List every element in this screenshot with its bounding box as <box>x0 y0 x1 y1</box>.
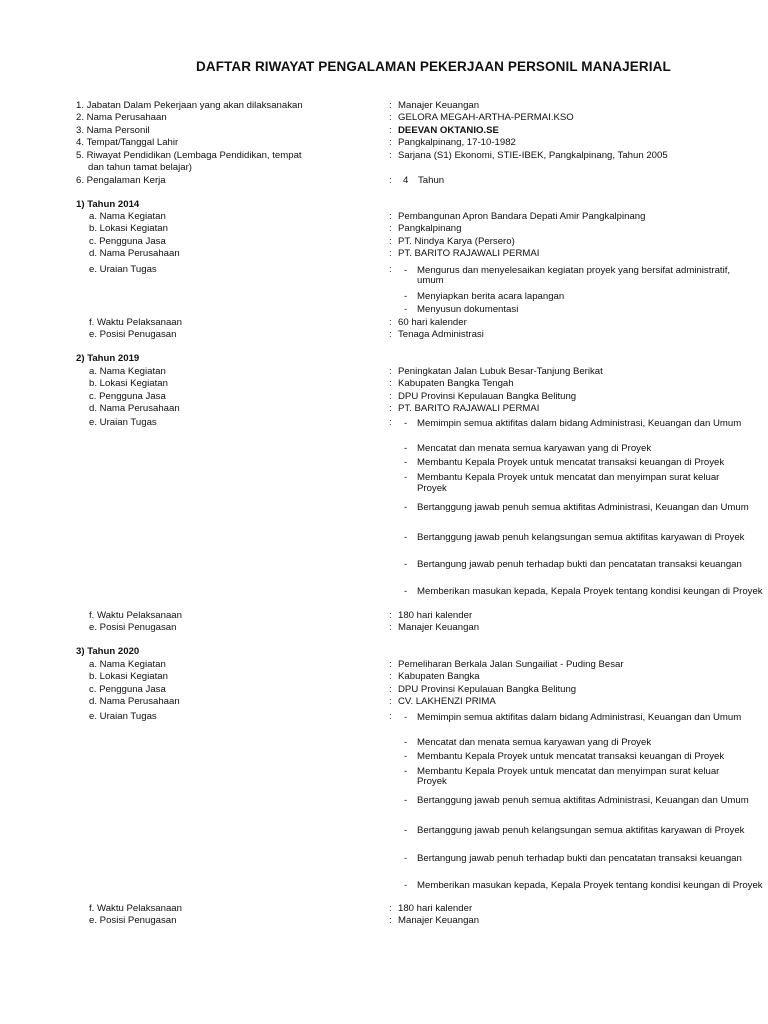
bullet-dash: - <box>404 559 408 570</box>
experience-unit: Tahun <box>418 175 445 186</box>
header-row-birth <box>0 137 768 151</box>
bullet-dash: - <box>404 418 408 429</box>
field-value: Pangkalpinang <box>398 223 462 234</box>
field-value: Peningkatan Jalan Lubuk Besar-Tanjung Berikat <box>398 366 603 377</box>
bullet-dash: - <box>404 443 408 454</box>
header-row-company <box>0 112 768 126</box>
bullet-dash: - <box>404 751 408 762</box>
field-label: f. Waktu Pelaksanaan <box>89 317 182 328</box>
tasks-label: e. Uraian Tugas <box>89 264 157 275</box>
header-value: Manajer Keuangan <box>398 100 480 111</box>
field-value: PT. Nindya Karya (Persero) <box>398 236 515 247</box>
bullet-dash: - <box>404 853 408 864</box>
task-text: Bertanggung jawab penuh semua aktifitas Administrasi, Keuangan dan Umum <box>417 795 749 806</box>
section-heading-text: 3) Tahun 2020 <box>76 646 140 657</box>
field-value: Kabupaten Bangka Tengah <box>398 378 514 389</box>
field-label: c. Pengguna Jasa <box>89 391 166 402</box>
colon: : <box>389 112 392 123</box>
field-value: Manajer Keuangan <box>398 915 480 926</box>
task-text: Bertanggung jawab penuh kelangsungan semua aktifitas karyawan di Proyek <box>417 825 745 836</box>
field-value: Pembangunan Apron Bandara Depati Amir Pangkalpinang <box>398 211 646 222</box>
colon: : <box>389 391 392 402</box>
task-text: Memimpin semua aktifitas dalam bidang Administrasi, Keuangan dan Umum <box>417 712 742 723</box>
field-label: f. Waktu Pelaksanaan <box>89 610 182 621</box>
task-text: Mencatat dan menata semua karyawan yang di Proyek <box>417 737 652 748</box>
field-label: d. Nama Perusahaan <box>89 248 180 259</box>
field-label: b. Lokasi Kegiatan <box>89 671 168 682</box>
field-value: Kabupaten Bangka <box>398 671 480 682</box>
bullet-dash: - <box>404 795 408 806</box>
header-label: 1. Jabatan Dalam Pekerjaan yang akan dilaksanakan <box>76 100 303 111</box>
colon: : <box>389 403 392 414</box>
field-label: b. Lokasi Kegiatan <box>89 223 168 234</box>
task-text-cont: Proyek <box>417 483 447 494</box>
bullet-dash: - <box>404 586 408 597</box>
task-text-cont: Proyek <box>417 776 447 787</box>
bullet-dash: - <box>404 291 408 302</box>
field-value: CV. LAKHENZI PRIMA <box>398 696 496 707</box>
colon: : <box>389 125 392 136</box>
header-label: 3. Nama Personil <box>76 125 150 136</box>
task-text: Membantu Kepala Proyek untuk mencatat dan menyimpan surat keluar <box>417 766 720 777</box>
field-label: a. Nama Kegiatan <box>89 211 166 222</box>
field-row <box>0 378 768 392</box>
colon: : <box>389 317 392 328</box>
field-row <box>0 223 768 237</box>
task-text: Menyusun dokumentasi <box>417 304 519 315</box>
field-row <box>0 915 768 929</box>
field-value: PT. BARITO RAJAWALI PERMAI <box>398 248 540 259</box>
colon: : <box>389 329 392 340</box>
field-label: c. Pengguna Jasa <box>89 236 166 247</box>
bullet-dash: - <box>404 304 408 315</box>
field-label: e. Posisi Penugasan <box>89 329 177 340</box>
section-heading <box>0 646 768 660</box>
field-label: d. Nama Perusahaan <box>89 403 180 414</box>
colon: : <box>389 378 392 389</box>
colon: : <box>389 684 392 695</box>
colon: : <box>389 915 392 926</box>
field-label: a. Nama Kegiatan <box>89 659 166 670</box>
field-label: e. Posisi Penugasan <box>89 622 177 633</box>
field-label: e. Posisi Penugasan <box>89 915 177 926</box>
task-text: Membantu Kepala Proyek untuk mencatat dan menyimpan surat keluar <box>417 472 720 483</box>
field-value: Pemeliharan Berkala Jalan Sungailiat - Puding Besar <box>398 659 624 670</box>
header-value: DEEVAN OKTANIO.SE <box>398 125 499 136</box>
field-row <box>0 671 768 685</box>
task-text: Membantu Kepala Proyek untuk mencatat transaksi keuangan di Proyek <box>417 457 725 468</box>
colon: : <box>389 622 392 633</box>
tasks-label: e. Uraian Tugas <box>89 417 157 428</box>
header-label: 2. Nama Perusahaan <box>76 112 167 123</box>
colon: : <box>389 264 392 275</box>
field-row <box>0 248 768 262</box>
bullet-dash: - <box>404 825 408 836</box>
experience-years: 4 <box>403 175 409 186</box>
task-text: Bertanggung jawab penuh kelangsungan semua aktifitas karyawan di Proyek <box>417 532 745 543</box>
field-value: DPU Provinsi Kepulauan Bangka Belitung <box>398 684 577 695</box>
field-value: Manajer Keuangan <box>398 622 480 633</box>
task-text: Membantu Kepala Proyek untuk mencatat transaksi keuangan di Proyek <box>417 751 725 762</box>
colon: : <box>389 150 392 161</box>
field-value: Tenaga Administrasi <box>398 329 484 340</box>
colon: : <box>389 696 392 707</box>
field-label: a. Nama Kegiatan <box>89 366 166 377</box>
colon: : <box>389 671 392 682</box>
colon: : <box>389 711 392 722</box>
bullet-dash: - <box>404 766 408 777</box>
colon: : <box>389 610 392 621</box>
header-row-experience <box>0 175 768 189</box>
task-text: Memberikan masukan kepada, Kepala Proyek tentang kondisi keungan di Proyek <box>417 586 763 597</box>
colon: : <box>389 100 392 111</box>
task-text: Memberikan masukan kepada, Kepala Proyek tentang kondisi keungan di Proyek <box>417 880 763 891</box>
field-row <box>0 696 768 710</box>
bullet-dash: - <box>404 502 408 513</box>
field-row <box>0 329 768 343</box>
task-text: Bertangung jawab penuh terhadap bukti dan pencatatan transaksi keuangan <box>417 559 742 570</box>
header-label-cont: dan tahun tamat belajar) <box>88 162 192 173</box>
field-value: PT. BARITO RAJAWALI PERMAI <box>398 403 540 414</box>
field-value: 180 hari kalender <box>398 610 473 621</box>
colon: : <box>389 236 392 247</box>
section-heading-text: 2) Tahun 2019 <box>76 353 140 364</box>
field-label: d. Nama Perusahaan <box>89 696 180 707</box>
field-value: 180 hari kalender <box>398 903 473 914</box>
task-text: Memimpin semua aktifitas dalam bidang Administrasi, Keuangan dan Umum <box>417 418 742 429</box>
bullet-dash: - <box>404 532 408 543</box>
header-value: Pangkalpinang, 17-10-1982 <box>398 137 516 148</box>
task-text: Mengurus dan menyelesaikan kegiatan proyek yang bersifat administratif, <box>417 265 731 276</box>
header-label: 6. Pengalaman Kerja <box>76 175 166 186</box>
bullet-dash: - <box>404 457 408 468</box>
field-row <box>0 403 768 417</box>
header-label: 4. Tempat/Tanggal Lahir <box>76 137 179 148</box>
bullet-dash: - <box>404 712 408 723</box>
task-text: Bertangung jawab penuh terhadap bukti dan pencatatan transaksi keuangan <box>417 853 742 864</box>
section-heading <box>0 353 768 367</box>
colon: : <box>389 175 392 186</box>
task-text: Mencatat dan menata semua karyawan yang di Proyek <box>417 443 652 454</box>
bullet-dash: - <box>404 472 408 483</box>
task-text-cont: umum <box>417 275 444 286</box>
field-value: DPU Provinsi Kepulauan Bangka Belitung <box>398 391 577 402</box>
colon: : <box>389 417 392 428</box>
field-label: c. Pengguna Jasa <box>89 684 166 695</box>
section-heading-text: 1) Tahun 2014 <box>76 199 140 210</box>
colon: : <box>389 137 392 148</box>
field-row <box>0 622 768 636</box>
colon: : <box>389 659 392 670</box>
colon: : <box>389 223 392 234</box>
field-value: 60 hari kalender <box>398 317 467 328</box>
bullet-dash: - <box>404 737 408 748</box>
colon: : <box>389 903 392 914</box>
task-text: Menyiapkan berita acara lapangan <box>417 291 565 302</box>
colon: : <box>389 248 392 259</box>
colon: : <box>389 366 392 377</box>
bullet-dash: - <box>404 880 408 891</box>
header-row-education-cont <box>0 162 768 176</box>
field-label: f. Waktu Pelaksanaan <box>89 903 182 914</box>
tasks-label: e. Uraian Tugas <box>89 711 157 722</box>
header-label: 5. Riwayat Pendidikan (Lembaga Pendidikan, tempat <box>76 150 302 161</box>
field-label: b. Lokasi Kegiatan <box>89 378 168 389</box>
bullet-dash: - <box>404 265 408 276</box>
colon: : <box>389 211 392 222</box>
document-title: DAFTAR RIWAYAT PENGALAMAN PEKERJAAN PERSONIL MANAJERIAL <box>196 59 671 74</box>
task-text: Bertanggung jawab penuh semua aktifitas Administrasi, Keuangan dan Umum <box>417 502 749 513</box>
header-value: GELORA MEGAH-ARTHA-PERMAI.KSO <box>398 112 574 123</box>
header-value: Sarjana (S1) Ekonomi, STIE-IBEK, Pangkalpinang, Tahun 2005 <box>398 150 668 161</box>
